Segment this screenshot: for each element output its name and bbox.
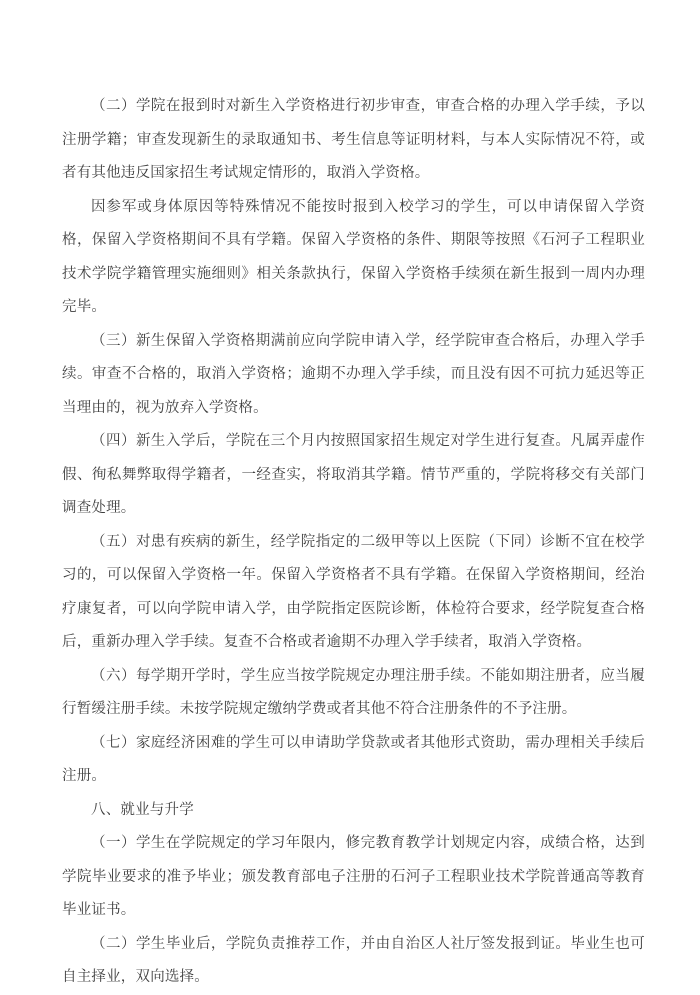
paragraph-financial-aid: （七）家庭经济困难的学生可以申请助学贷款或者其他形式资助，需办理相关手续后注册。 <box>62 734 645 784</box>
paragraph-job-recommendation: （二）学生毕业后，学院负责推荐工作，并由自治区人社厅签发报到证。毕业生也可自主择业，双向选择。 <box>62 935 645 985</box>
paragraph-illness-deferral: （五）对患有疾病的新生，经学院指定的二级甲等以上医院（下同）诊断不宜在校学习的，可以保留入学资格一年。保留入学资格者不具有学籍。在保留入学资格期间，经治疗康复者，可以向学院申请入学，由学院指定医院诊断，体检符合要求，经学院复查合格后，重新办理入学手续。复查不合格或者逾期不办理入学手续者，取消入学资格。 <box>62 533 645 650</box>
paragraph-semester-registration: （六）每学期开学时，学生应当按学院规定办理注册手续。不能如期注册者，应当履行暂缓注册手续。未按学院规定缴纳学费或者其他不符合注册条件的不予注册。 <box>62 667 645 717</box>
paragraph-enrollment-review: （二）学院在报到时对新生入学资格进行初步审查，审查合格的办理入学手续，予以注册学籍；审查发现新生的录取通知书、考生信息等证明材料，与本人实际情况不符，或者有其他违反国家招生考试规定情形的，取消入学资格。 <box>62 98 645 181</box>
section-heading-employment: 八、就业与升学 <box>91 801 194 818</box>
paragraph-deferred-admission: 因参军或身体原因等特殊情况不能按时报到入校学习的学生，可以申请保留入学资格，保留入学资格期间不具有学籍。保留入学资格的条件、期限等按照《石河子工程职业技术学院学籍管理实施细则》相关条款执行，保留入学资格手续须在新生报到一周内办理完毕。 <box>62 198 645 315</box>
paragraph-deferred-expiry: （三）新生保留入学资格期满前应向学院申请入学，经学院审查合格后，办理入学手续。审查不合格的，取消入学资格；逾期不办理入学手续，而且没有因不可抗力延迟等正当理由的，视为放弃入学资格。 <box>62 332 645 416</box>
paragraph-graduation-requirements: （一）学生在学院规定的学习年限内，修完教育教学计划规定内容，成绩合格，达到学院毕业要求的准予毕业；颁发教育部电子注册的石河子工程职业技术学院普通高等教育毕业证书。 <box>62 835 645 918</box>
paragraph-reexamination: （四）新生入学后，学院在三个月内按照国家招生规定对学生进行复查。凡属弄虚作假、徇私舞弊取得学籍者，一经查实，将取消其学籍。情节严重的，学院将移交有关部门调查处理。 <box>62 433 645 516</box>
